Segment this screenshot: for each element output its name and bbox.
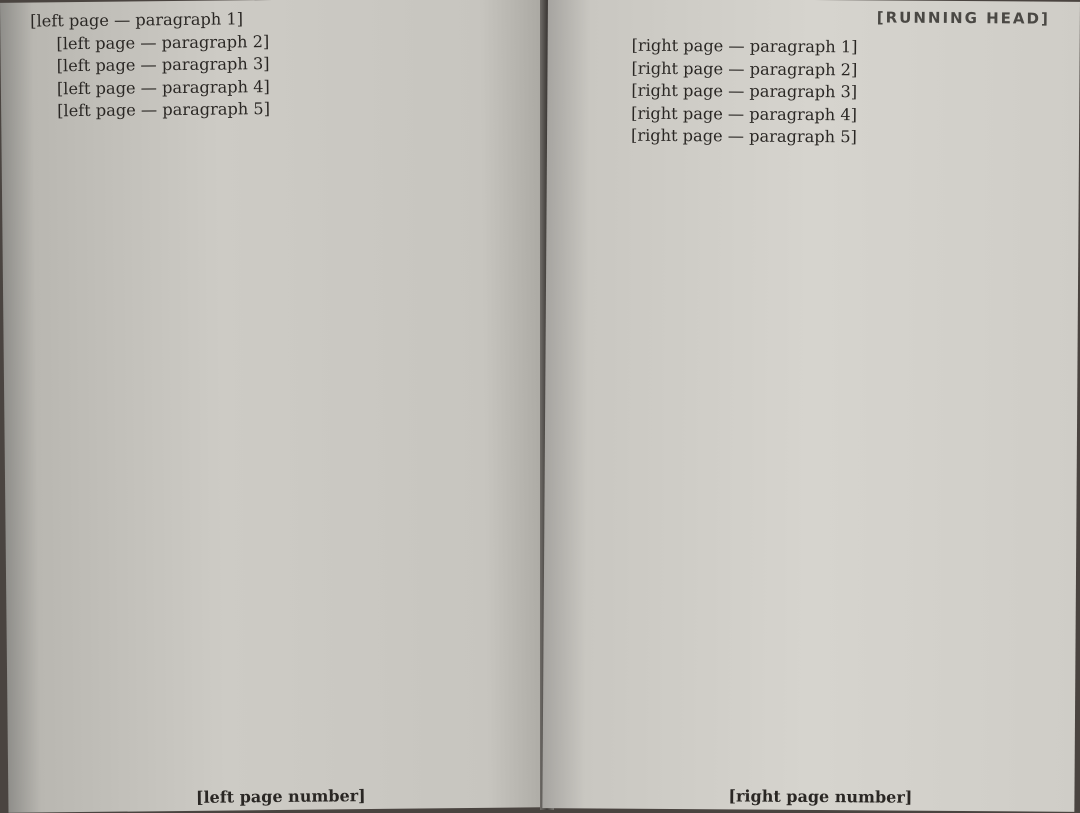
paragraph: [left page — paragraph 1] (30, 9, 244, 31)
paragraph: [right page — paragraph 1] (631, 35, 858, 57)
paragraph: [right page — paragraph 3] (631, 80, 858, 102)
paragraph: [right page — paragraph 4] (631, 103, 858, 125)
paragraph: [left page — paragraph 4] (56, 76, 270, 99)
page-number-right: [right page number] (728, 786, 913, 807)
left-page-text (30, 6, 506, 124)
paragraph: [left page — paragraph 2] (56, 31, 270, 53)
page-number-left: [left page number] (195, 786, 366, 807)
right-page-text (605, 35, 1050, 151)
paragraph: [right page — paragraph 5] (630, 126, 857, 147)
right-page (542, 0, 1080, 812)
paragraph: [right page — paragraph 2] (631, 58, 858, 79)
paragraph: [left page — paragraph 3] (56, 54, 270, 76)
running-head: [RUNNING HEAD] (876, 8, 1050, 28)
paragraph: [left page — paragraph 5] (57, 99, 271, 121)
